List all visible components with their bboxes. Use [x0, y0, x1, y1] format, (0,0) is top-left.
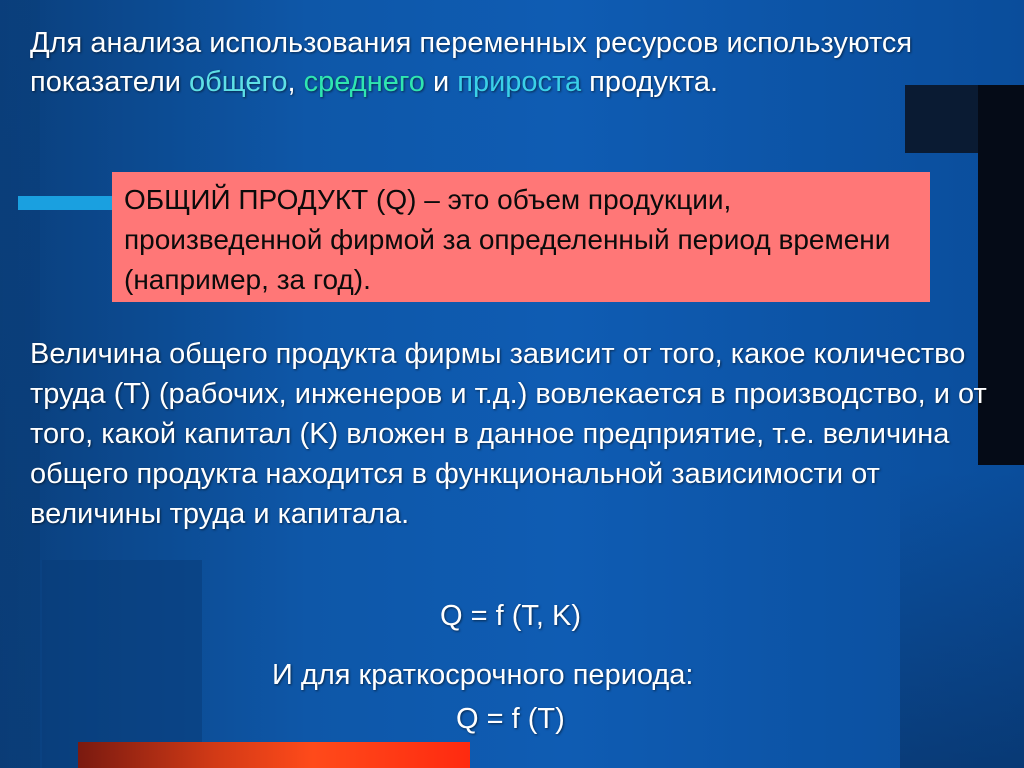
intro-and: и	[424, 66, 458, 98]
decorative-column	[42, 560, 202, 768]
highlight-increment: прироста	[457, 66, 582, 98]
intro-text-end: продукта.	[581, 66, 719, 98]
intro-paragraph	[30, 24, 1010, 102]
definition-text: ОБЩИЙ ПРОДУКТ (Q) – это объем продукции, произведенной фирмой за определенный период времени (например, за год).	[124, 184, 891, 295]
formula-total-product: Q = f (T, K)	[440, 600, 581, 632]
decorative-orange-bar	[78, 742, 470, 768]
intro-comma: ,	[287, 66, 304, 98]
decorative-cyan-bar	[18, 196, 114, 210]
intro-text-start: Для анализа использования переменных ресурсов используются показатели	[30, 27, 913, 98]
formula-short-run: Q = f (T)	[456, 703, 565, 735]
body-paragraph: Величина общего продукта фирмы зависит от того, какое количество труда (T) (рабочих, инженеров и т.д.) вовлекается в производство, и от того, какой капитал (K) вложен в данное предприятие, т.е. величина общего продукта находится в функциональной зависимости от величины труда и капитала.	[30, 338, 987, 530]
short-run-label: И для краткосрочного периода:	[272, 659, 694, 691]
highlight-average: среднего	[303, 66, 425, 98]
definition-box	[112, 172, 930, 302]
highlight-general: общего	[189, 66, 288, 98]
